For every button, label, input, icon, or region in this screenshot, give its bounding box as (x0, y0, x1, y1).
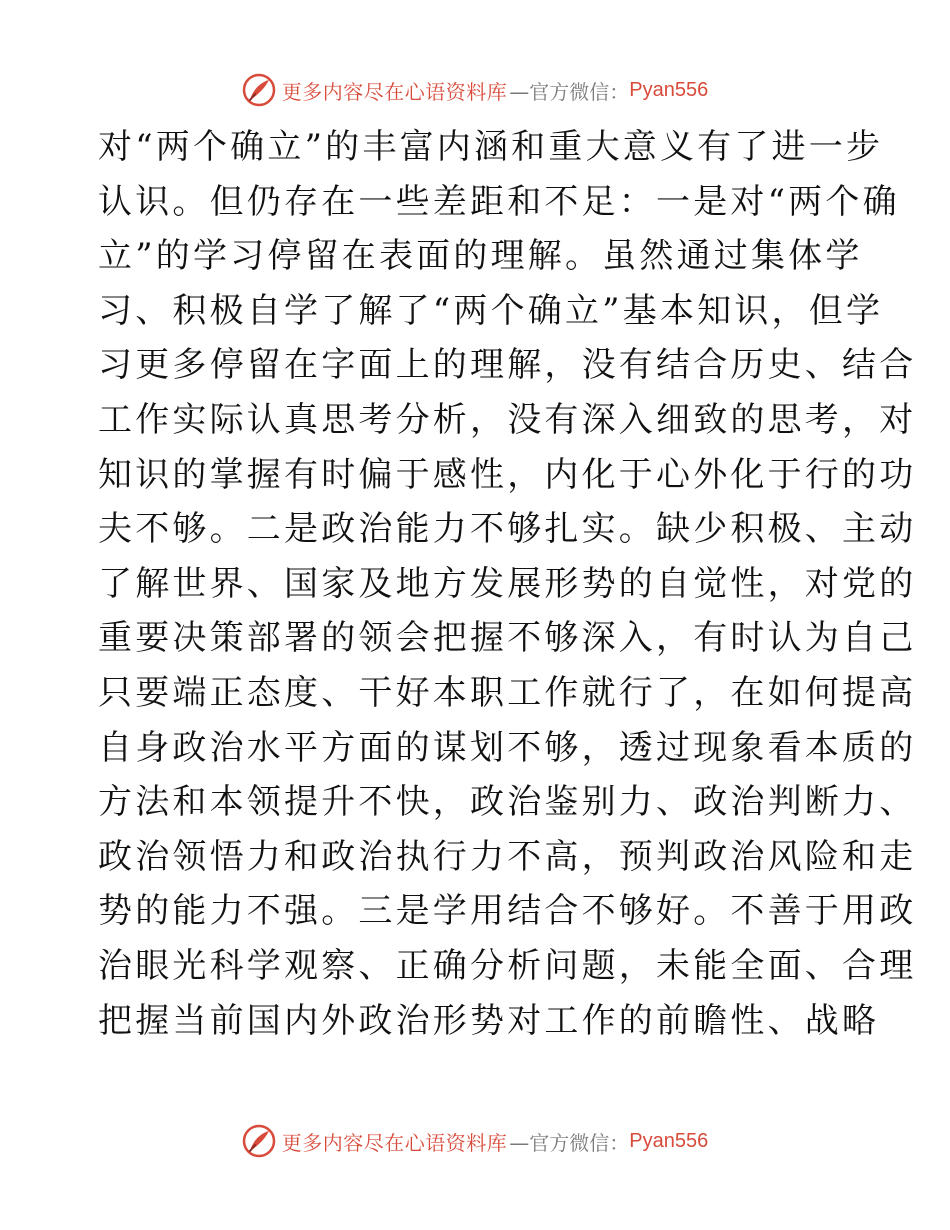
body-line: 工作实际认真思考分析，没有深入细致的思考，对 (98, 399, 917, 440)
body-line: 政治领悟力和政治执行力不高，预判政治风险和走 (98, 836, 917, 877)
body-line: 了解世界、国家及地方发展形势的自觉性，对党的 (98, 563, 917, 604)
body-line: 把握当前国内外政治形势对工作的前瞻性、战略 (98, 1000, 880, 1041)
body-line: 势的能力不强。三是学用结合不够好。不善于用政 (98, 891, 917, 932)
body-line: 认识。但仍存在一些差距和不足：一是对“两个确 (98, 181, 900, 222)
body-line: 方法和本领提升不快，政治鉴别力、政治判断力、 (98, 782, 917, 823)
header-site-text: 更多内容尽在心语资料库 (281, 79, 508, 104)
quill-logo-icon (242, 73, 276, 107)
body-line: 夫不够。二是政治能力不够扎实。缺少积极、主动 (98, 509, 917, 550)
body-line: 自身政治水平方面的谋划不够，透过现象看本质的 (98, 727, 917, 768)
body-line: 立”的学习停留在表面的理解。虽然通过集体学 (98, 236, 863, 277)
body-line: 只要端正态度、干好本职工作就行了，在如何提高 (98, 672, 917, 713)
footer-banner (0, 1121, 950, 1161)
footer-separator: —官方微信： (509, 1130, 630, 1155)
footer-wechat-id: Pyan556 (629, 1129, 709, 1152)
body-line: 习、积极自学了解了“两个确立”基本知识，但学 (98, 290, 884, 331)
body-line: 重要决策部署的领会把握不够深入，有时认为自己 (98, 618, 917, 659)
body-line: 知识的掌握有时偏于感性，内化于心外化于行的功 (98, 454, 917, 495)
body-line: 对“两个确立”的丰富内涵和重大意义有了进一步 (98, 127, 884, 167)
header-wechat-id: Pyan556 (629, 78, 709, 101)
footer-site-text: 更多内容尽在心语资料库 (281, 1130, 508, 1155)
header-separator: —官方微信： (509, 79, 630, 104)
document-body (98, 120, 917, 1048)
quill-logo-icon (242, 1124, 276, 1158)
body-line: 治眼光科学观察、正确分析问题，未能全面、合理 (98, 945, 917, 986)
body-line: 习更多停留在字面上的理解，没有结合历史、结合 (98, 345, 917, 386)
header-banner (0, 70, 950, 110)
